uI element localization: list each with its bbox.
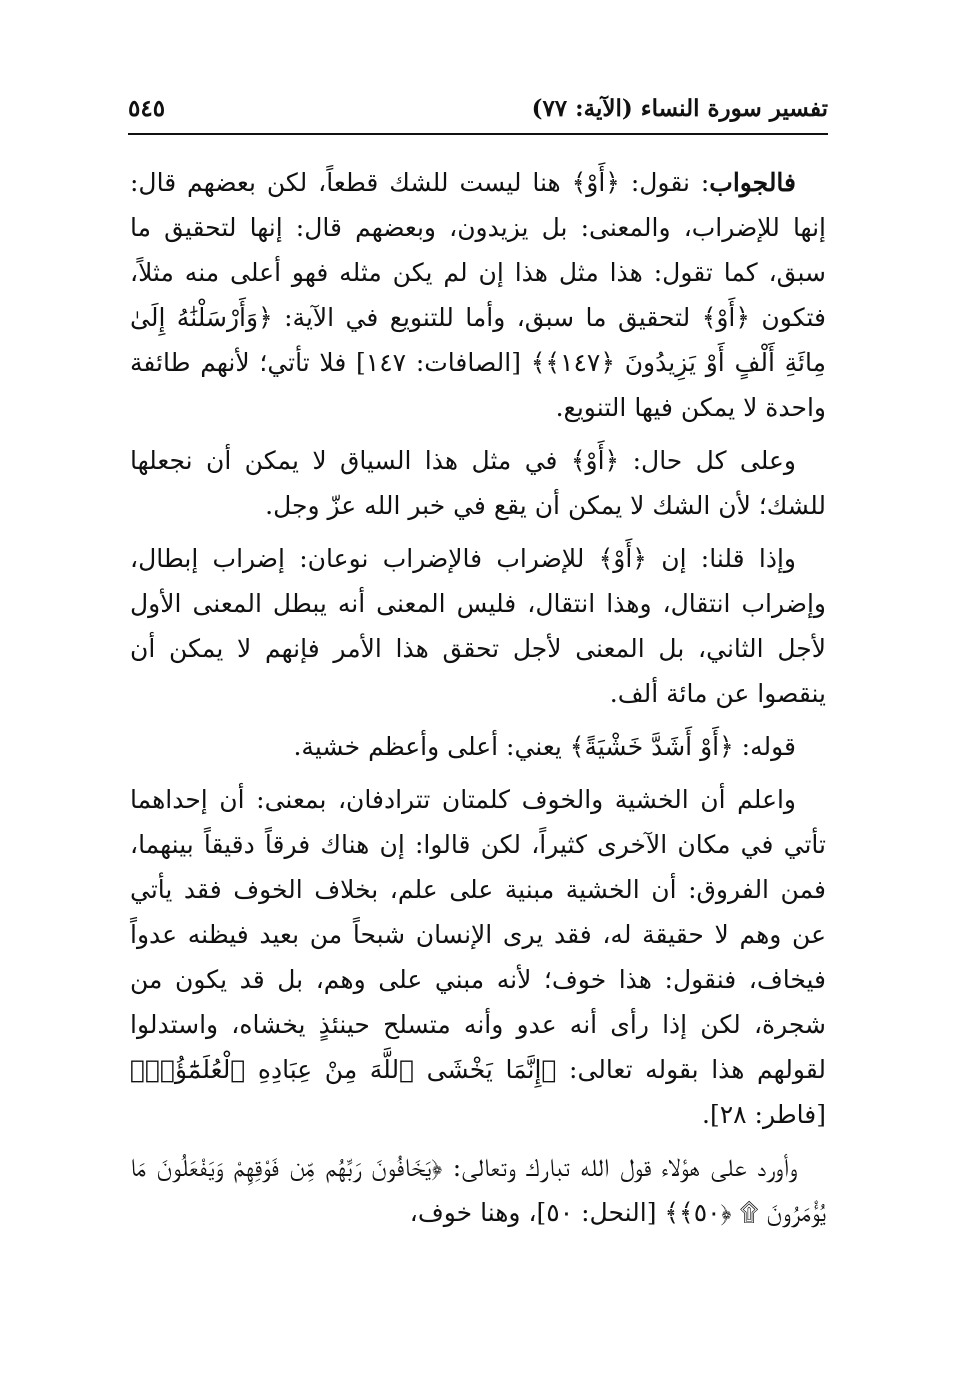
paragraph-text: واعلم أن الخشية والخوف كلمتان تترادفان، بمعنى: أن إحداهما تأتي في مكان الآخرى كثيراً، لكن قالوا: إن هناك فرقاً دقيقاً بينهما، فمن الفروق: أن الخشية مبنية على علم، بخلاف الخوف فقد يأتي عن وهم لا حقيقة له، فقد يرى الإنسان شبحاً من بعيد فيظنه عدواً فيخاف، فنقول: هذا خوف؛ لأنه مبني على وهم، بل قد يكون من شجرة، لكن إذا رأى أنه عدو وأنه متسلح حينئذٍ يخشاه، واستدلوا لقولهم هذا بقوله تعالى: ﴿إِنَّمَا يَخْشَى ٱللَّهَ مِنْ عِبَادِهِ ٱلْعُلَمَٰٓؤُا۟﴾ [فاطر: ٢٨].: [130, 785, 826, 1129]
paragraph-text: قوله: ﴿أَوْ أَشَدَّ خَشْيَةً﴾ يعني: أعلى وأعظم خشية.: [293, 732, 796, 761]
paragraph-lead: فالجواب: [709, 168, 796, 197]
page-header: [128, 88, 828, 128]
paragraph-text: وعلى كل حال: ﴿أَوْ﴾ في مثل هذا السياق لا يمكن أن نجعلها للشك؛ لأن الشك لا يمكن أن يقع في خبر الله عزّ وجل.: [130, 446, 826, 520]
header-rule: [128, 133, 828, 135]
page-number: ٥٤٥: [128, 94, 166, 122]
paragraph-no-doubt: [130, 438, 826, 528]
paragraph-text: وأورد على هؤلاء قول الله تبارك وتعالى: ﴿يَخَافُونَ رَبَّهُم مِّن فَوْقِهِمْ وَيَفْعَلُونَ مَا يُؤْمَرُونَ ۩ ﴿٥٠﴾﴾ [النحل: ٥٠]، وهنا خوف،: [130, 1153, 826, 1227]
paragraph-objection: [130, 1145, 826, 1235]
paragraph-khashya-khawf: [130, 777, 826, 1137]
running-title: تفسير سورة النساء (الآية: ٧٧): [531, 94, 828, 122]
body-text: [130, 160, 826, 1243]
paragraph-idrab: [130, 536, 826, 716]
paragraph-answer: [130, 160, 826, 430]
paragraph-text: : نقول: ﴿أَوْ﴾ هنا ليست للشك قطعاً، لكن بعضهم قال: إنها للإضراب، والمعنى: بل يزيدون، وبعضهم قال: إنها لتحقيق ما سبق، كما تقول: هذا مثل هذا إن لم يكن مثله فهو أعلى منه مثلاً، فتكون ﴿أَوْ﴾ لتحقيق ما سبق، وأما للتنويع في الآية: ﴿وَأَرْسَلْنَٰهُ إِلَىٰ مِائَةِ أَلْفٍ أَوْ يَزِيدُونَ ﴿١٤٧﴾﴾ [الصافات: ١٤٧] فلا تأتي؛ لأنهم طائفة واحدة لا يمكن فيها التنويع.: [130, 168, 826, 422]
paragraph-text: وإذا قلنا: إن ﴿أَوْ﴾ للإضراب فالإضراب نوعان: إضراب إبطال، وإضراب انتقال، وهذا انتقال، فليس المعنى أنه يبطل المعنى الأول لأجل الثاني، بل المعنى لأجل تحقق هذا الأمر فإنهم لا يمكن أن ينقصوا عن مائة ألف.: [130, 544, 826, 708]
paragraph-khashya-meaning: [130, 724, 826, 769]
